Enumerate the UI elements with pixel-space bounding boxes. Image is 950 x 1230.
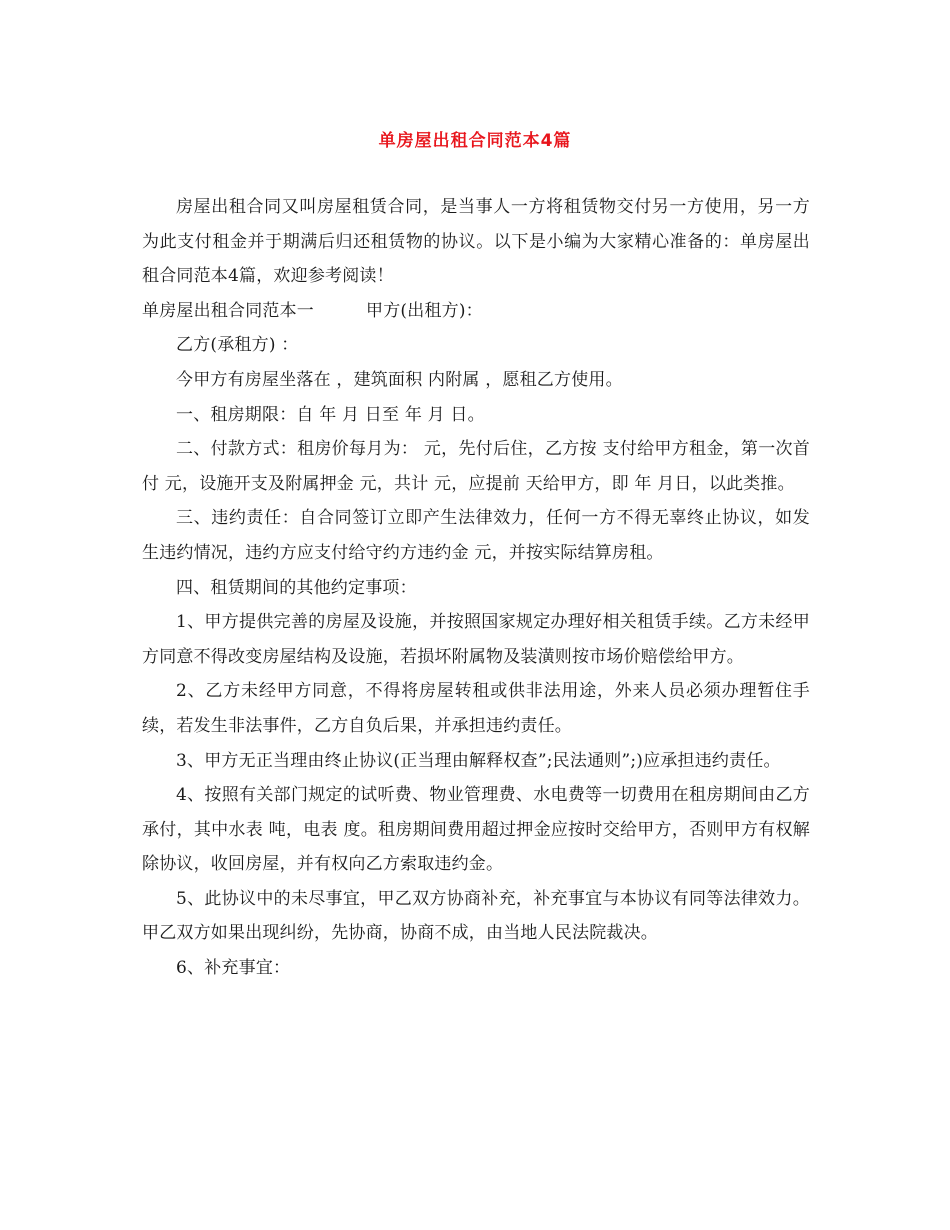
paragraph-breach-liability: 三、违约责任：自合同签订立即产生法律效力，任何一方不得无辜终止协议，如发生违约情况，违约方应支付给守约方违约金 元，并按实际结算房租。 [142, 508, 810, 563]
document-title: 单房屋出租合同范本4篇 [378, 131, 572, 151]
section-one-heading: 单房屋出租合同范本一 [142, 300, 314, 321]
paragraph-term-3: 3、甲方无正当理由终止协议(正当理由解释权查”;民法通则”;)应承担违约责任。 [176, 750, 781, 771]
paragraph-term-2: 2、乙方未经甲方同意，不得将房屋转租或供非法用途，外来人员必须办理暂住手续，若发生非法事件，乙方自负后果，并承担违约责任。 [142, 681, 810, 736]
party-b-label: 乙方(承租方) ： [176, 335, 299, 356]
section-heading-line [142, 294, 810, 329]
paragraph-term-5: 5、此协议中的未尽事宜，甲乙双方协商补充，补充事宜与本协议有同等法律效力。甲乙双方如果出现纠纷，先协商，协商不成，由当地人民法院裁决。 [142, 888, 810, 944]
paragraph-other-terms-heading: 四、租赁期间的其他约定事项： [176, 577, 417, 598]
intro-paragraph: 房屋出租合同又叫房屋租赁合同，是当事人一方将租赁物交付另一方使用，另一方为此支付租金并于期满后归还租赁物的协议。以下是小编为大家精心准备的：单房屋出租合同范本4篇，欢迎参考阅读！ [142, 197, 810, 287]
paragraph-lease-term: 一、租房期限：自 年 月 日至 年 月 日。 [176, 404, 485, 425]
paragraph-property-location: 今甲方有房屋坐落在 ，建筑面积 内附属 ，愿租乙方使用。 [176, 369, 623, 390]
paragraph-term-4: 4、按照有关部门规定的试听费、物业管理费、水电费等一切费用在租房期间由乙方承付，其中水表 吨，电表 度。租房期间费用超过押金应按时交给甲方，否则甲方有权解除协议，收回房屋，并有权向乙方索取违约金。 [142, 785, 810, 875]
paragraph-term-6: 6、补充事宜： [176, 958, 291, 979]
paragraph-term-1: 1、甲方提供完善的房屋及设施，并按照国家规定办理好相关租赁手续。乙方未经甲方同意不得改变房屋结构及设施，若损坏附属物及装潢则按市场价赔偿给甲方。 [142, 612, 810, 667]
paragraph-payment-method: 二、付款方式：租房价每月为： 元，先付后住，乙方按 支付给甲方租金，第一次首付 元，设施开支及附属押金 元，共计 元，应提前 天给甲方，即 年 月日，以此类推。 [142, 439, 810, 494]
party-a-label: 甲方(出租方)： [366, 300, 483, 321]
document-body [142, 190, 810, 986]
